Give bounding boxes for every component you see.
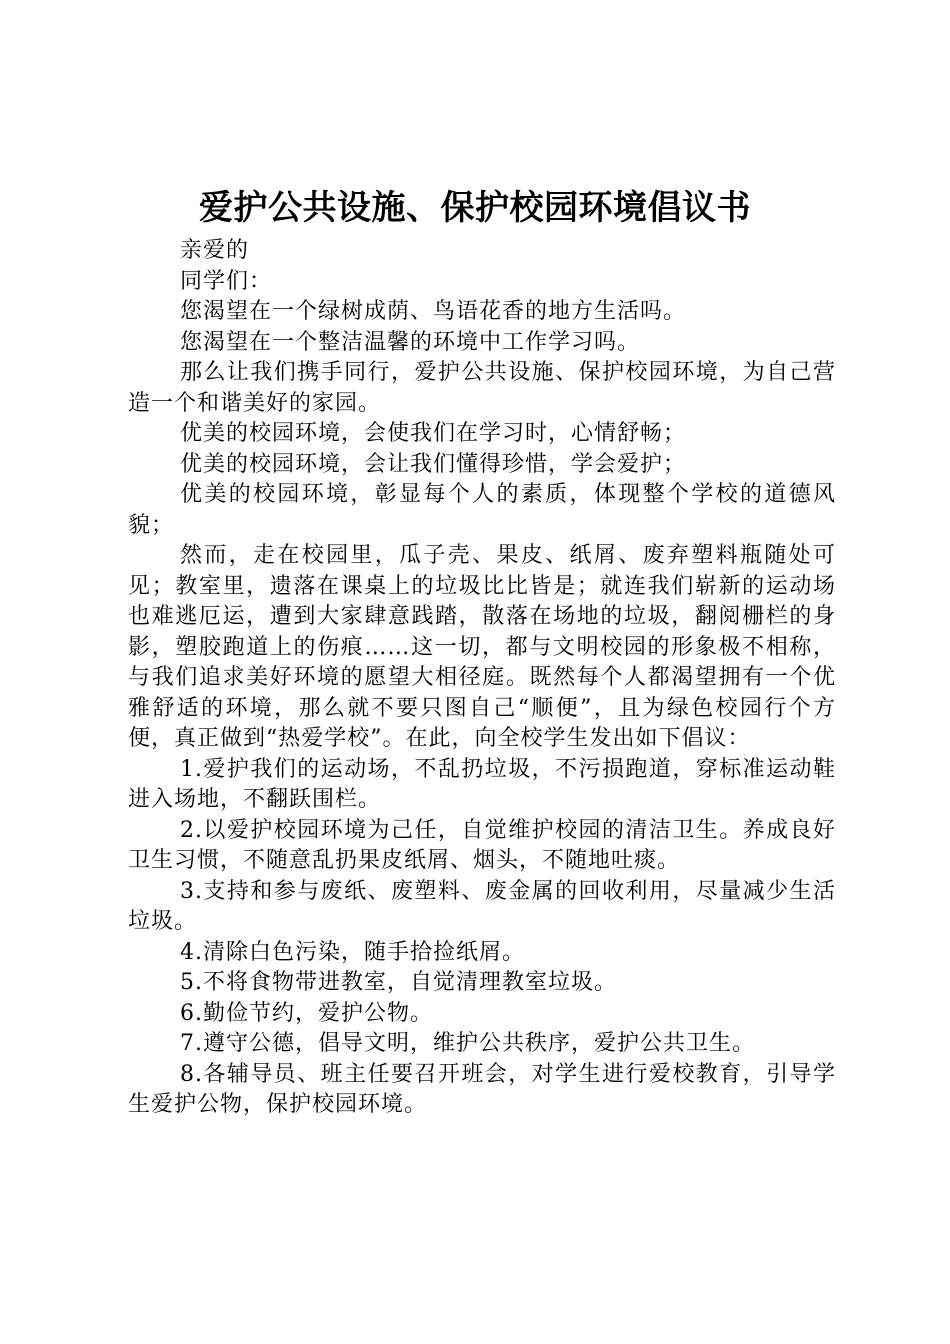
paragraph: 5.不将食物带进教室，自觉清理教室垃圾。 xyxy=(180,970,617,995)
document-title: 爱护公共设施、保护校园环境倡议书 xyxy=(199,188,751,228)
paragraph: 优美的校园环境，彰显每个人的素质，体现整个学校的道德风貌； xyxy=(128,482,836,538)
paragraph: 8.各辅导员、班主任要召开班会，对学生进行爱校教育，引导学生爱护公物，保护校园环境。 xyxy=(128,1061,836,1117)
paragraph: 您渴望在一个整洁温馨的环境中工作学习吗。 xyxy=(180,329,641,355)
paragraph: 同学们： xyxy=(180,268,273,294)
paragraph: 优美的校园环境，会让我们懂得珍惜，学会爱护； xyxy=(180,451,687,477)
paragraph: 然而，走在校园里，瓜子壳、果皮、纸屑、废弃塑料瓶随处可见；教室里，遗落在课桌上的垃圾比比皆是；就连我们崭新的运动场也难逃厄运，遭到大家肆意践踏，散落在场地的垃圾，翻阅栅栏的身影，塑胶跑道上的伤痕……这一切，都与文明校园的形象极不相称，与我们追求美好环境的愿望大相径庭。既然每个人都渴望拥有一个优雅舒适的环境，那么就不要只图自己“顺便”，且为绿色校园行个方便，真正做到“热爱学校”。在此，向全校学生发出如下倡议： xyxy=(128,543,836,751)
paragraph: 您渴望在一个绿树成荫、鸟语花香的地方生活吗。 xyxy=(180,299,687,324)
paragraph: 那么让我们携手同行，爱护公共设施、保护校园环境，为自己营造一个和谐美好的家园。 xyxy=(128,360,836,416)
paragraph: 2.以爱护校园环境为己任，自觉维护校园的清洁卫生。养成良好卫生习惯，不随意乱扔果皮纸屑、烟头，不随地吐痰。 xyxy=(128,817,836,873)
paragraph: 1.爱护我们的运动场，不乱扔垃圾，不污损跑道，穿标准运动鞋进入场地，不翻跃围栏。 xyxy=(128,756,836,812)
paragraph: 4.清除白色污染，随手拾捡纸屑。 xyxy=(180,939,525,965)
paragraph: 3.支持和参与废纸、废塑料、废金属的回收利用，尽量减少生活垃圾。 xyxy=(128,878,836,934)
paragraph: 亲爱的 xyxy=(180,238,250,263)
document-body xyxy=(128,236,836,1121)
paragraph: 优美的校园环境，会使我们在学习时，心情舒畅； xyxy=(180,421,687,446)
paragraph: 6.勤俭节约，爱护公物。 xyxy=(180,1000,433,1026)
paragraph: 7.遵守公德，倡导文明，维护公共秩序，爱护公共卫生。 xyxy=(180,1031,755,1056)
